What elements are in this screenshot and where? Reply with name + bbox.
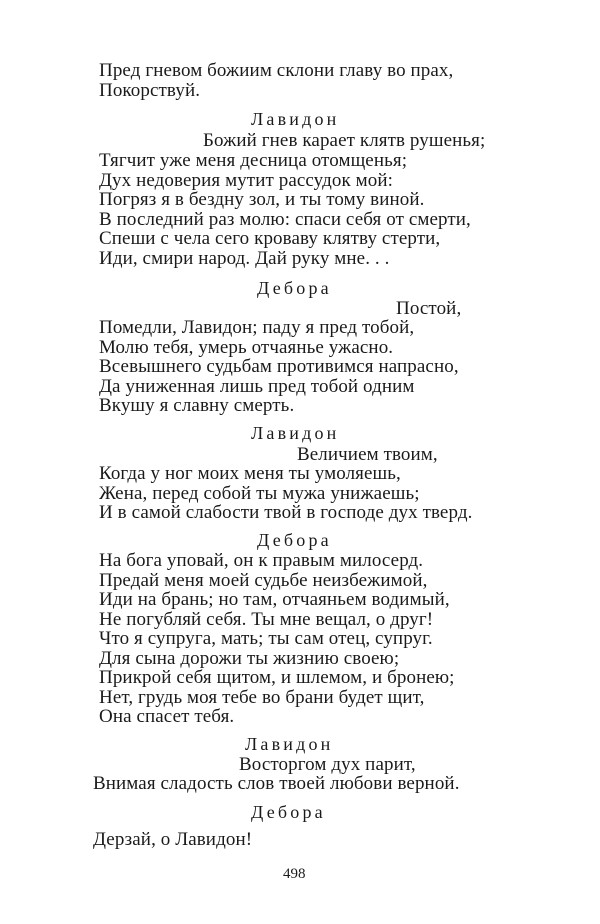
speaker-name: Дебора (257, 530, 332, 550)
verse-line: Прикрой себя щитом, и шлемом, и бронею; (99, 667, 455, 688)
verse-line: Когда у ног моих меня ты умоляешь, (99, 463, 401, 484)
speaker-name: Дебора (251, 802, 326, 822)
verse-line: Тягчит уже меня десница отомщенья; (99, 150, 408, 171)
verse-line: Всевышнего судьбам противимся напрасно, (99, 356, 459, 377)
speaker-name: Дебора (257, 278, 332, 298)
verse-line: Погряз я в бездну зол, и ты тому виной. (99, 189, 425, 210)
verse-line: Покорствуй. (99, 80, 201, 101)
verse-line: И в самой слабости твой в господе дух тверд. (99, 502, 473, 523)
verse-line: Молю тебя, умерь отчаянье ужасно. (99, 337, 394, 358)
verse-line: Предай меня моей судьбе неизбежимой, (99, 570, 428, 591)
speaker-name: Лавидон (245, 734, 334, 754)
speaker-name: Лавидон (251, 109, 340, 129)
verse-line: Величием твоим, (297, 444, 438, 465)
verse-line: Да униженная лишь пред тобой одним (99, 376, 415, 397)
verse-line: Нет, грудь моя тебе во брани будет щит, (99, 687, 425, 708)
verse-line: Что я супруга, мать; ты сам отец, супруг. (99, 628, 433, 649)
verse-line: Восторгом дух парит, (239, 754, 416, 775)
verse-line: Спеши с чела сего кроваву клятву стерти, (99, 228, 441, 249)
verse-line: В последний раз молю: спаси себя от смерти, (99, 209, 471, 230)
verse-line: Дерзай, о Лавидон! (93, 829, 253, 850)
verse-line: Божий гнев карает клятв рушенья; (203, 130, 486, 151)
verse-line: Помедли, Лавидон; паду я пред тобой, (99, 317, 415, 338)
verse-line: Постой, (396, 298, 462, 319)
verse-line: Она спасет тебя. (99, 706, 235, 727)
verse-line: Жена, перед собой ты мужа унижаешь; (99, 483, 420, 504)
verse-line: Иди на брань; но там, отчаяньем водимый, (99, 589, 450, 610)
verse-line: Дух недоверия мутит рассудок мой: (99, 170, 393, 191)
verse-line: Для сына дорожи ты жизнию своею; (99, 648, 400, 669)
speaker-name: Лавидон (251, 423, 340, 443)
verse-line: Не погубляй себя. Ты мне вещал, о друг! (99, 609, 434, 630)
verse-line: На бога уповай, он к правым милосерд. (99, 550, 424, 571)
verse-line: Иди, смири народ. Дай руку мне. . . (99, 248, 390, 269)
verse-line: Внимая сладость слов твоей любови верной. (93, 773, 460, 794)
page-number: 498 (283, 866, 306, 882)
verse-line: Вкушу я славну смерть. (99, 395, 295, 416)
verse-line: Пред гневом божиим склони главу во прах, (99, 60, 454, 81)
